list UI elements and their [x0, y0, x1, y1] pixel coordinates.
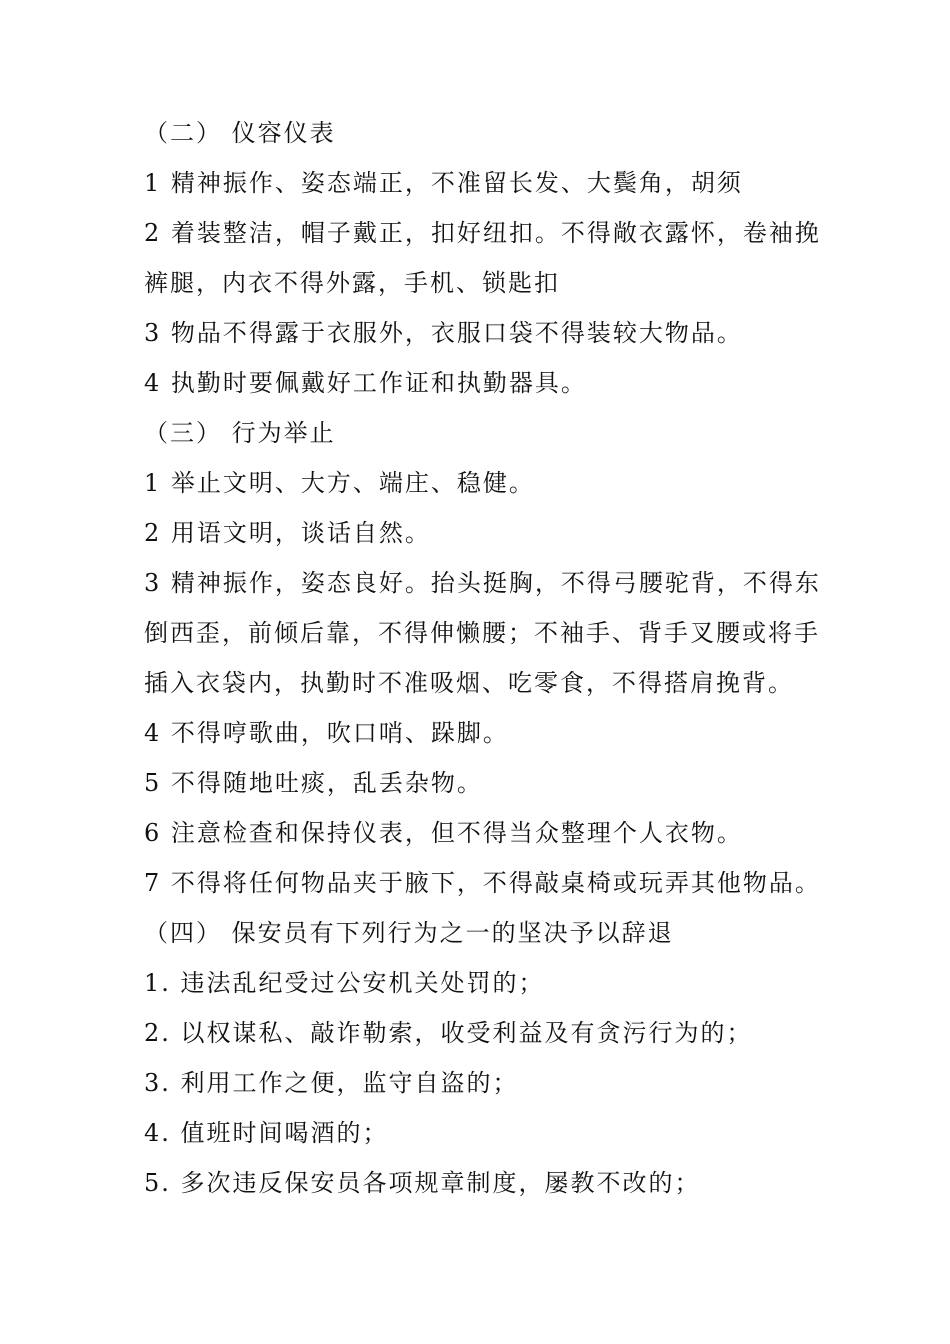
section-heading-behavior: （三） 行为举止 — [144, 419, 336, 447]
text-line: 插入衣袋内，执勤时不准吸烟、吃零食，不得搭肩挽背。 — [144, 669, 794, 697]
list-item: 5. 多次违反保安员各项规章制度，屡教不改的； — [144, 1169, 701, 1197]
document-body — [144, 108, 834, 1208]
text-line: 4 不得哼歌曲，吹口哨、跺脚。 — [144, 719, 509, 747]
text-line: 2 着装整洁，帽子戴正，扣好纽扣。不得敞衣露怀，卷袖挽 — [144, 219, 821, 247]
list-item: 2. 以权谋私、敲诈勒索，收受利益及有贪污行为的； — [144, 1019, 753, 1047]
text-line: 倒西歪，前倾后靠，不得伸懒腰；不袖手、背手叉腰或将手 — [144, 619, 820, 647]
text-line: 6 注意检查和保持仪表，但不得当众整理个人衣物。 — [144, 819, 743, 847]
section-heading-appearance: （二） 仪容仪表 — [144, 119, 336, 147]
list-item: 4. 值班时间喝酒的； — [144, 1119, 389, 1147]
list-item: 1. 违法乱纪受过公安机关处罚的； — [144, 969, 545, 997]
text-line: 2 用语文明，谈话自然。 — [144, 519, 431, 547]
text-line: 4 执勤时要佩戴好工作证和执勤器具。 — [144, 369, 587, 397]
text-line: 7 不得将任何物品夹于腋下，不得敲桌椅或玩弄其他物品。 — [144, 869, 821, 897]
text-line: 1 举止文明、大方、端庄、稳健。 — [144, 469, 535, 497]
text-line: 1 精神振作、姿态端正，不准留长发、大鬓角，胡须 — [144, 169, 743, 197]
list-item: 3. 利用工作之便，监守自盗的； — [144, 1069, 519, 1097]
section-heading-dismissal: （四） 保安员有下列行为之一的坚决予以辞退 — [144, 919, 674, 947]
text-line: 3 物品不得露于衣服外，衣服口袋不得装较大物品。 — [144, 319, 743, 347]
text-line: 裤腿，内衣不得外露，手机、锁匙扣 — [144, 269, 560, 297]
text-line: 5 不得随地吐痰，乱丢杂物。 — [144, 769, 483, 797]
text-line: 3 精神振作，姿态良好。抬头挺胸，不得弓腰驼背，不得东 — [144, 569, 821, 597]
